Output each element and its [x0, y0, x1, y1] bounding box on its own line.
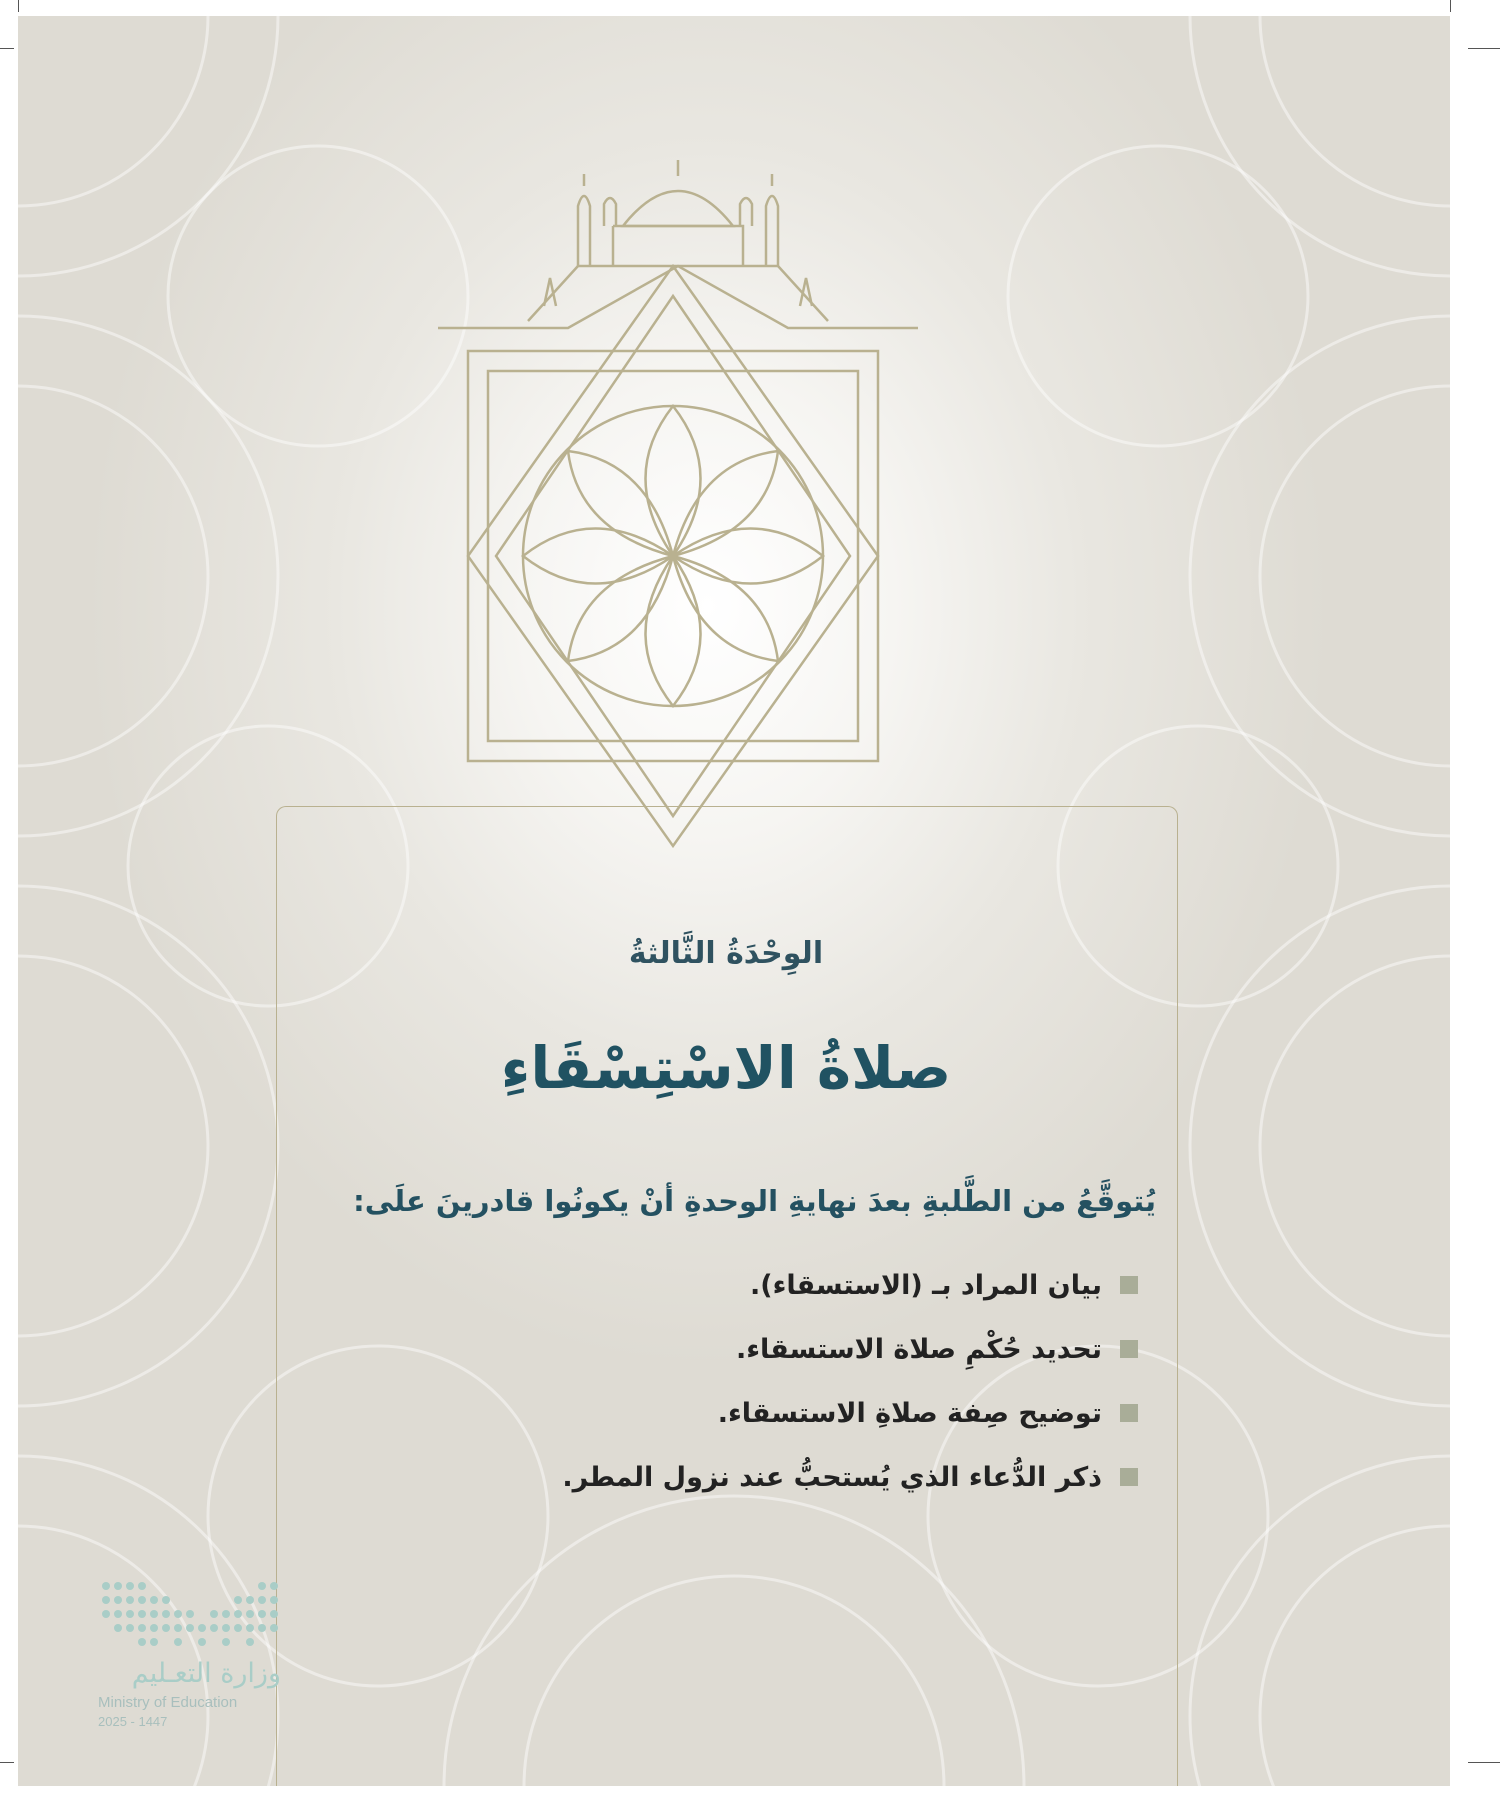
square-bullet-icon [1120, 1276, 1138, 1294]
ministry-logo [96, 1576, 286, 1729]
unit-cover-page [18, 16, 1450, 1786]
square-bullet-icon [1120, 1404, 1138, 1422]
unit-number-label: الوِحْدَةُ الثَّالثةُ [628, 936, 824, 971]
square-bullet-icon [1120, 1340, 1138, 1358]
objective-text: تحديد حُكْمِ صلاة الاستسقاء. [735, 1334, 1102, 1365]
objective-item [438, 1264, 1138, 1328]
unit-title: صلاةُ الاسْتِسْقَاءِ [500, 1034, 952, 1102]
objective-item [438, 1456, 1138, 1520]
square-bullet-icon [1120, 1468, 1138, 1486]
objectives-intro: يُتوقَّعُ من الطَّلبةِ بعدَ نهايةِ الوحدةِ أنْ يكونُوا قادرينَ علَى: [353, 1184, 1156, 1218]
objectives-list [438, 1264, 1138, 1520]
crop-mark [1450, 0, 1451, 12]
mosque-star-emblem [398, 146, 998, 866]
objective-text: بيان المراد بـ (الاستسقاء). [749, 1270, 1102, 1301]
crop-mark [18, 0, 19, 12]
objective-item [438, 1392, 1138, 1456]
crop-mark [1468, 48, 1500, 49]
objective-text: توضيح صِفة صلاةِ الاستسقاء. [717, 1398, 1102, 1429]
crop-mark [0, 48, 14, 49]
crop-mark [0, 1762, 14, 1763]
edition-year: 2025 - 1447 [98, 1714, 168, 1729]
objective-item [438, 1328, 1138, 1392]
ministry-dots-icon [96, 1576, 286, 1656]
ministry-name-arabic: وزارة التعـليم [131, 1658, 281, 1689]
crop-mark [1468, 1762, 1500, 1763]
objective-text: ذكر الدُّعاء الذي يُستحبُّ عند نزول المطر. [562, 1462, 1102, 1493]
ministry-name-english: Ministry of Education [98, 1694, 238, 1711]
